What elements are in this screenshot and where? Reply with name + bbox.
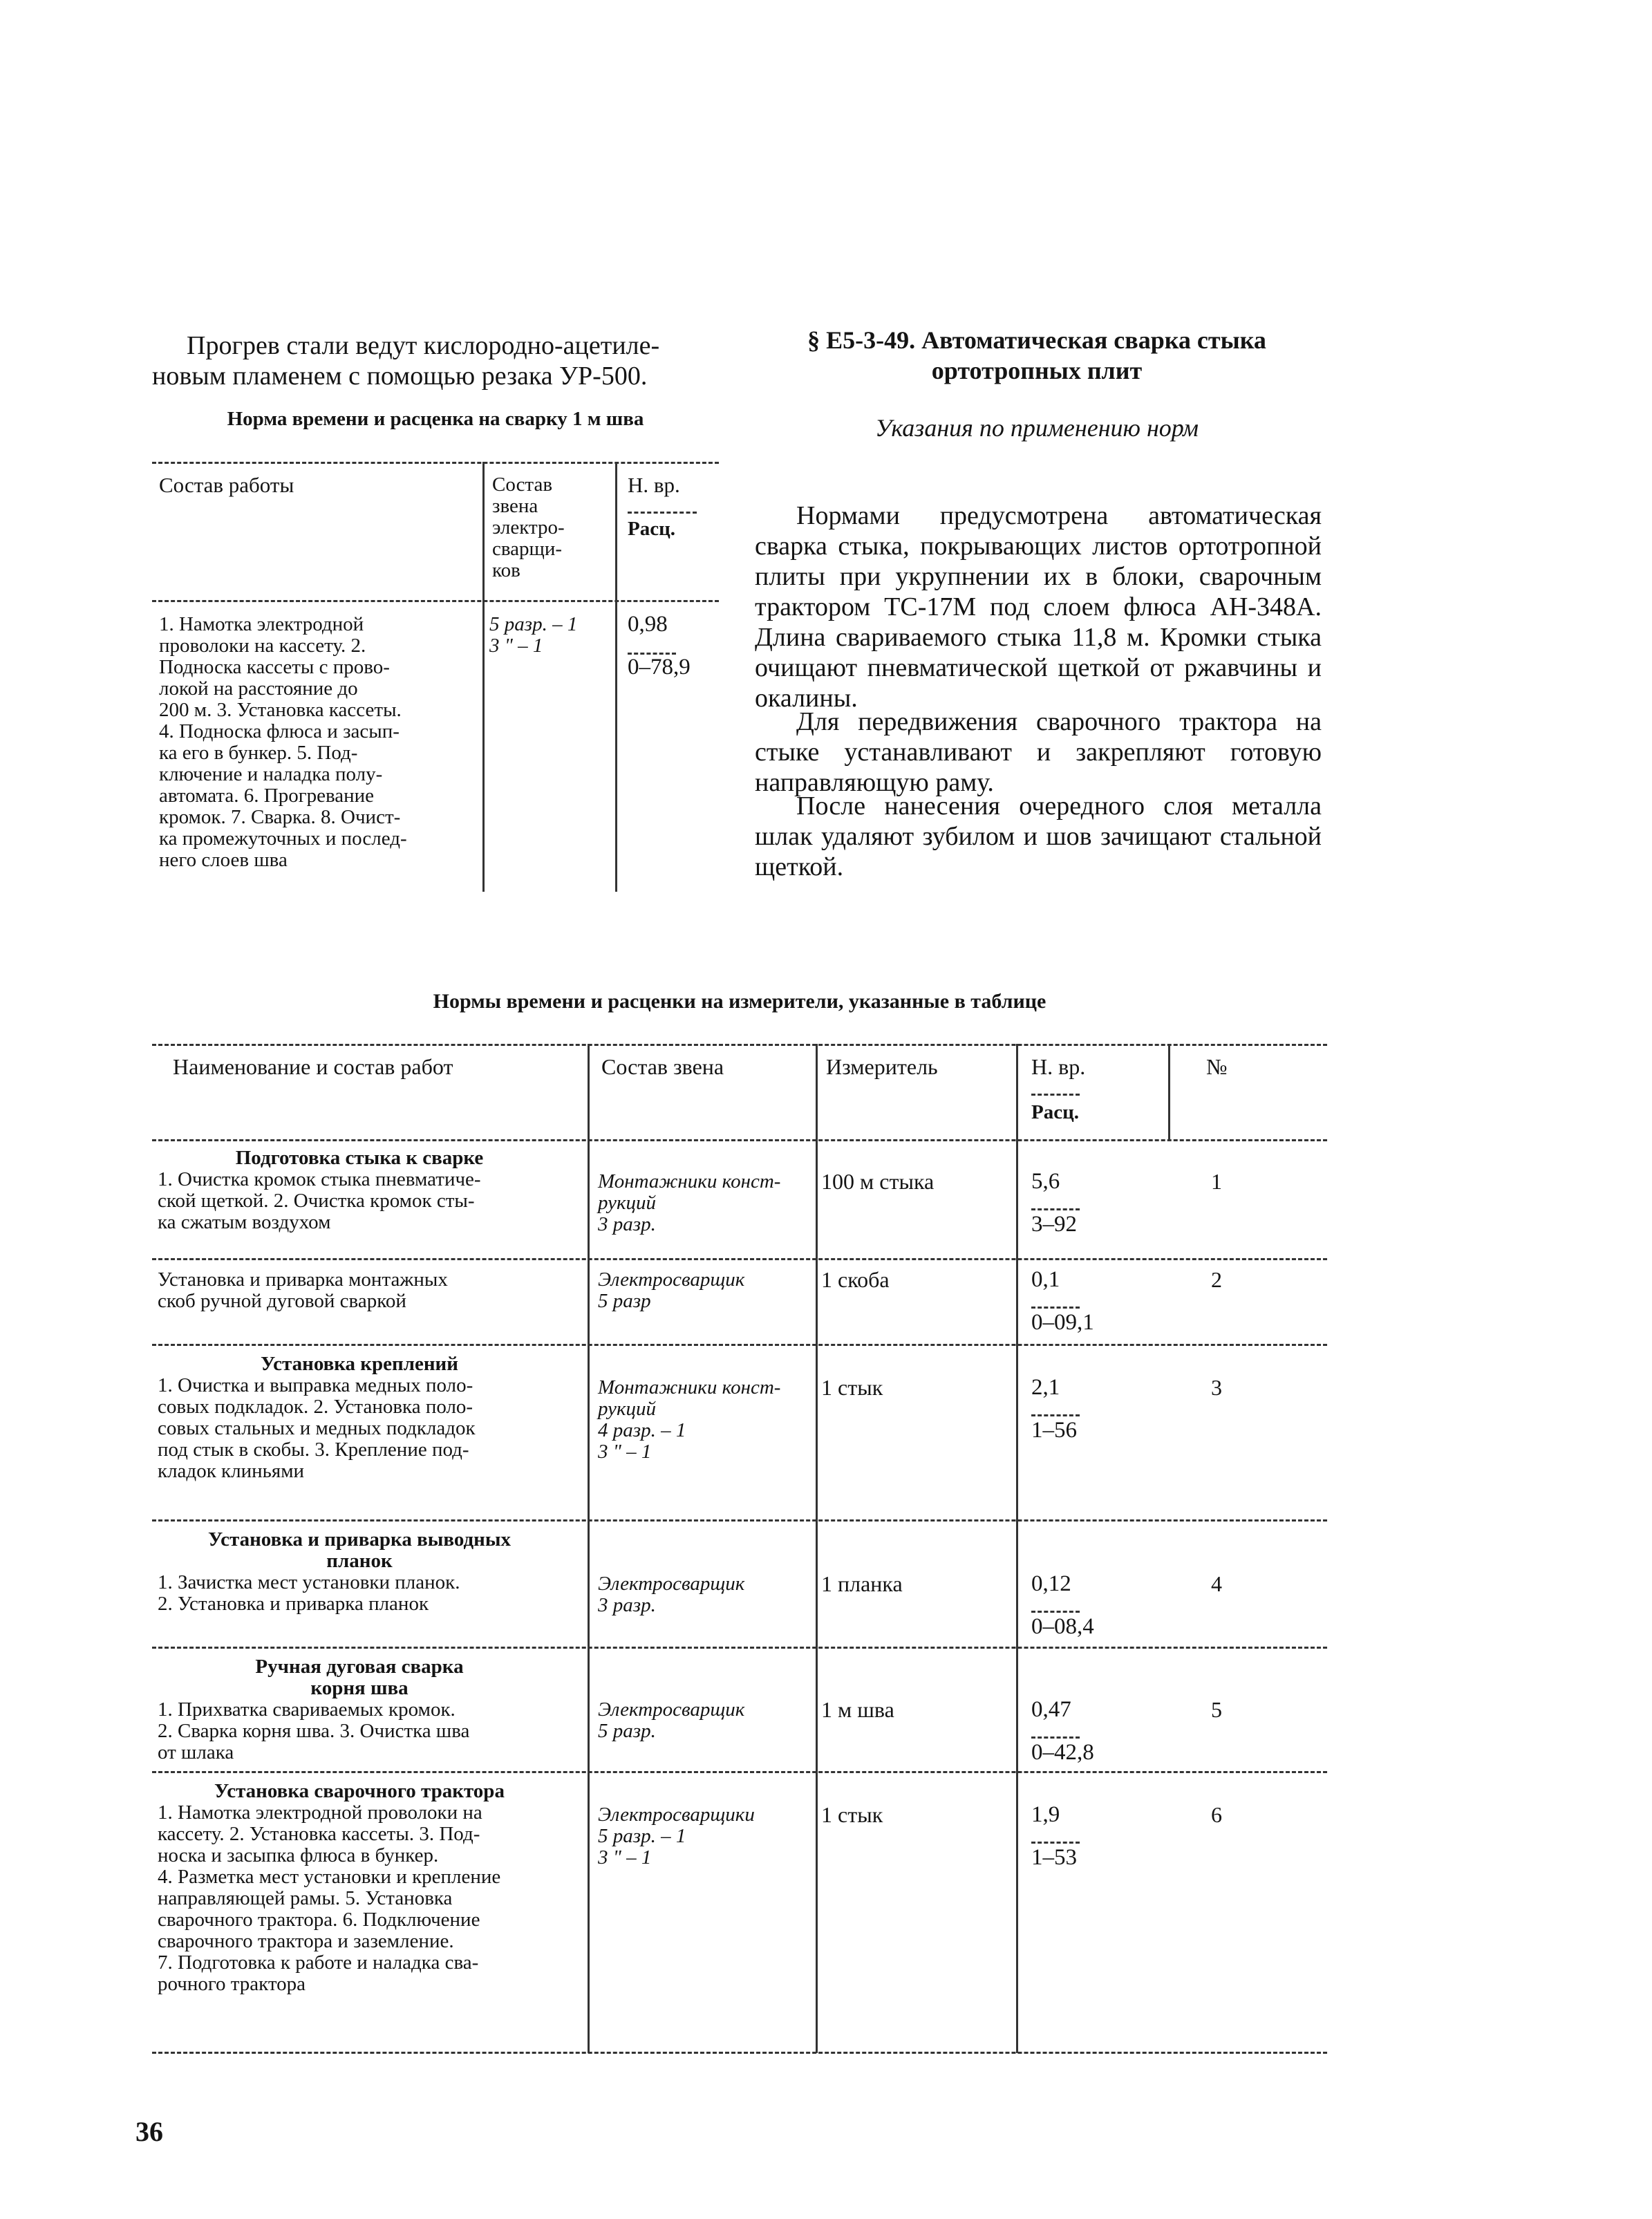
row-1-fraction-line	[1031, 1208, 1080, 1210]
section-title	[747, 325, 1327, 386]
row-4-unit: 1 планка	[821, 1571, 903, 1596]
intro-line-2: новым пламенем с помощью резака УР-500.	[152, 362, 648, 391]
row-3-num: 3	[1211, 1375, 1222, 1400]
row-4-rate: 0–08,4	[1031, 1614, 1094, 1639]
row-4-title: Установка и приварка выводных планок	[207, 1528, 511, 1572]
small-header-work: Состав работы	[159, 473, 294, 497]
row-rule-1	[152, 1258, 1327, 1260]
header-unit: Измеритель	[826, 1054, 938, 1079]
intro-line-1: Прогрев стали ведут кислородно-ацетиле-	[187, 331, 660, 360]
row-2-num: 2	[1211, 1267, 1222, 1292]
row-3-fraction-line	[1031, 1414, 1080, 1416]
header-rate: Расц.	[1031, 1101, 1080, 1123]
row-3-unit: 1 стык	[821, 1375, 883, 1400]
section-title-line-1: § Е5-3-49. Автоматическая сварка стыка	[807, 326, 1266, 354]
small-header-crew: Состав звена электро- сварщи- ков	[492, 474, 565, 581]
row-6-fraction-line	[1031, 1842, 1080, 1844]
paragraph-1: Нормами предусмотрена автоматическая сварка стыка, покрывающих листов ортотропной плиты при укрупнении их в блоки, сварочным трактором ТС-17М под слоем флюса АН-348А. Длина свариваемого стыка 11,8 м. Кромки стыка очищают пневматической щеткой от ржавчины и окалины.	[755, 501, 1322, 713]
row-5-unit: 1 м шва	[821, 1697, 894, 1722]
main-table-top-rule	[152, 1044, 1327, 1046]
row-6-time: 1,9	[1031, 1802, 1060, 1827]
row-6-num: 6	[1211, 1802, 1222, 1827]
main-table	[152, 1044, 1327, 2081]
row-5-crew: Электросварщик 5 разр.	[598, 1698, 745, 1742]
header-crew: Состав звена	[601, 1054, 724, 1079]
small-table	[152, 462, 719, 897]
main-divider-3	[1016, 1044, 1018, 2053]
paragraph-3: После нанесения очередного слоя металла шлак удаляют зубилом и шов зачищают стальной щеткой.	[755, 792, 1322, 881]
row-2-fraction-line	[1031, 1307, 1080, 1309]
main-divider-1	[588, 1044, 590, 2053]
small-row-rate: 0–78,9	[628, 655, 691, 680]
row-2-rate: 0–09,1	[1031, 1310, 1094, 1335]
main-table-caption: Нормы времени и расценки на измерители, указанные в таблице	[433, 990, 1046, 1013]
row-3-title: Установка креплений	[261, 1353, 458, 1375]
row-rule-2	[152, 1344, 1327, 1346]
header-time: Н. вр.	[1031, 1054, 1086, 1079]
row-5-fraction-line	[1031, 1736, 1080, 1739]
row-6-unit: 1 стык	[821, 1802, 883, 1827]
intro-paragraph	[152, 330, 719, 391]
row-5-time: 0,47	[1031, 1697, 1071, 1722]
row-1-crew: Монтажники конст- рукций 3 разр.	[598, 1170, 781, 1235]
row-4-fraction-line	[1031, 1611, 1080, 1613]
row-6-work: 1. Намотка электродной проволоки на кассету. 2. Установка кассеты. 3. Под- носка и засыпка флюса в бункер. 4. Разметка мест установки и крепление направляющей рамы. 5. Установка сварочного трактора. 6. Подключение сварочного трактора и заземление. 7. Подготовка к работе и наладка сва- рочного трактора	[158, 1801, 501, 1995]
row-3-crew: Монтажники конст- рукций 4 разр. – 1 3 " – 1	[598, 1376, 781, 1463]
small-table-header-rule	[152, 600, 719, 602]
row-6-rate: 1–53	[1031, 1845, 1077, 1870]
main-table-header-rule	[152, 1139, 1327, 1141]
section-title-line-2: ортотропных плит	[931, 357, 1143, 384]
row-5-num: 5	[1211, 1697, 1222, 1722]
row-1-rate: 3–92	[1031, 1212, 1077, 1237]
small-header-time: Н. вр.	[628, 473, 680, 497]
row-1-work: 1. Очистка кромок стыка пневматиче- ской щеткой. 2. Очистка кромок сты- ка сжатым воздухом	[158, 1168, 481, 1233]
row-4-num: 4	[1211, 1571, 1222, 1596]
page-number: 36	[135, 2116, 163, 2147]
section-subtitle: Указания по применению норм	[875, 414, 1199, 442]
small-table-caption: Норма времени и расценка на сварку 1 м шва	[227, 408, 644, 430]
row-4-work: 1. Зачистка мест установки планок. 2. Установка и приварка планок	[158, 1571, 460, 1615]
row-3-time: 2,1	[1031, 1375, 1060, 1400]
header-num: №	[1206, 1054, 1228, 1079]
row-4-time: 0,12	[1031, 1571, 1071, 1596]
small-row-crew: 5 разр. – 1 3 " – 1	[489, 613, 578, 657]
main-table-bottom-rule	[152, 2052, 1327, 2054]
row-3-rate: 1–56	[1031, 1418, 1077, 1443]
row-4-crew: Электросварщик 3 разр.	[598, 1573, 745, 1616]
row-1-unit: 100 м стыка	[821, 1169, 935, 1194]
row-5-work: 1. Прихватка свариваемых кромок. 2. Сварка корня шва. 3. Очистка шва от шлака	[158, 1698, 470, 1763]
small-table-divider-2	[615, 462, 617, 892]
row-2-work: Установка и приварка монтажных скоб ручной дуговой сваркой	[158, 1268, 448, 1312]
row-2-time: 0,1	[1031, 1267, 1060, 1292]
row-2-crew: Электросварщик 5 разр	[598, 1268, 745, 1312]
header-name: Наименование и состав работ	[173, 1054, 453, 1079]
row-1-time: 5,6	[1031, 1169, 1060, 1194]
main-divider-2	[816, 1044, 818, 2053]
small-header-fraction-line	[628, 512, 697, 514]
row-6-title: Установка сварочного трактора	[214, 1780, 505, 1802]
header-fraction-line	[1031, 1094, 1080, 1096]
small-table-top-rule	[152, 462, 719, 464]
row-1-title: Подготовка стыка к сварке	[235, 1147, 484, 1169]
row-6-crew: Электросварщики 5 разр. – 1 3 " – 1	[598, 1804, 755, 1869]
row-rule-5	[152, 1771, 1327, 1773]
row-1-num: 1	[1211, 1169, 1222, 1194]
small-row-work: 1. Намотка электродной проволоки на кассету. 2. Подноска кассеты с прово- локой на расстояние до 200 м. 3. Установка кассеты. 4. Подноска флюса и засып- ка его в бункер. 5. Под- ключение и наладка полу- автомата. 6. Прогревание кромок. 7. Сварка. 8. Очист- ка промежуточных и послед- него слоев шва	[159, 613, 407, 871]
small-header-rate: Расц.	[628, 518, 676, 540]
row-3-work: 1. Очистка и выправка медных поло- совых подкладок. 2. Установка поло- совых стальных и медных подкладок под стык в скобы. 3. Крепление под- кладок клиньями	[158, 1374, 476, 1482]
paragraph-2: Для передвижения сварочного трактора на стыке устанавливают и закрепляют готовую направляющую раму.	[755, 707, 1322, 797]
small-row-time: 0,98	[628, 612, 668, 637]
main-divider-4	[1168, 1044, 1170, 1139]
row-5-rate: 0–42,8	[1031, 1740, 1094, 1765]
small-table-divider-1	[482, 462, 485, 892]
row-5-title: Ручная дуговая сварка корня шва	[255, 1656, 464, 1699]
row-rule-4	[152, 1647, 1327, 1649]
row-rule-3	[152, 1519, 1327, 1522]
row-2-unit: 1 скоба	[821, 1267, 890, 1292]
